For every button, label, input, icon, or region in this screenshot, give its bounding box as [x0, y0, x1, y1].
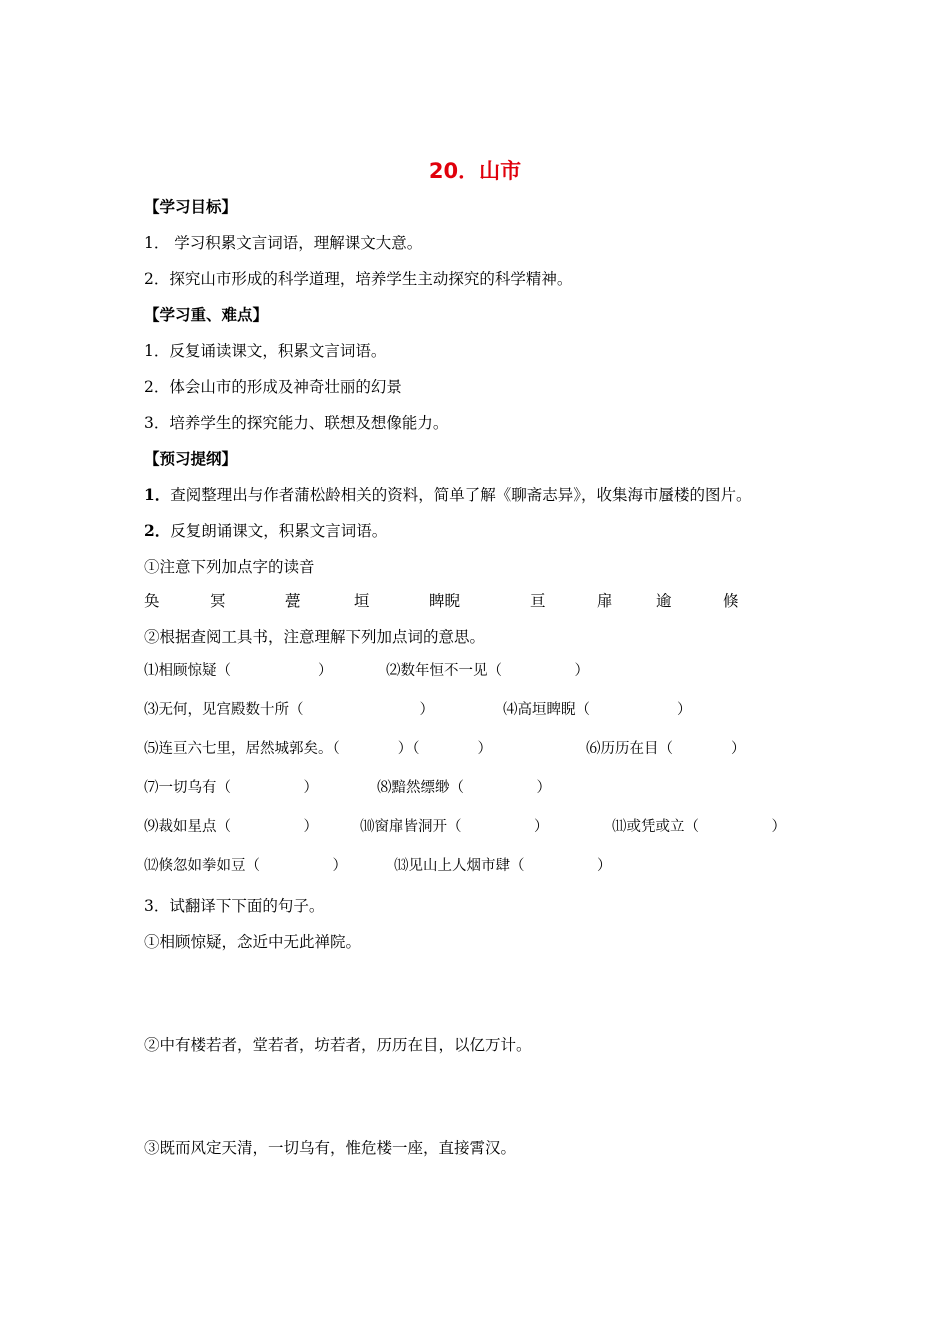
- pronunciation-prompt: ①注意下列加点字的读音: [144, 558, 315, 576]
- vocab-item: ⑻黯然缥缈（ ）: [377, 780, 551, 796]
- vocab-item: ⑺一切乌有（ ）: [144, 780, 318, 796]
- vocab-item: ⑷高垣睥睨（ ）: [503, 702, 692, 718]
- goals-heading: 【学习目标】: [144, 198, 238, 216]
- translation-sentence-2: ②中有楼若者，堂若者，坊若者，历历在目，以亿万计。: [144, 1036, 532, 1054]
- vocab-item: ⒀见山上人烟市肆（ ）: [394, 858, 612, 874]
- pronunciation-char: 垣: [354, 592, 370, 610]
- vocab-item: ⑸连亘六七里，居然城郭矣。（ ）（ ）: [144, 741, 492, 757]
- preview-item-1: [144, 485, 752, 505]
- key-point-2: 2．体会山市的形成及神奇壮丽的幻景: [144, 378, 402, 396]
- preview-item-2-text: 反复朗诵课文，积累文言词语。: [170, 522, 388, 540]
- vocab-item: ⑵数年恒不一见（ ）: [386, 663, 589, 679]
- key-heading: 【学习重、难点】: [144, 306, 269, 324]
- vocab-item: ⑶无何，见宫殿数十所（ ）: [144, 702, 434, 718]
- key-point-3: 3．培养学生的探究能力、联想及想像能力。: [144, 414, 449, 432]
- key-point-1: 1．反复诵读课文，积累文言词语。: [144, 342, 387, 360]
- vocab-item: ⑹历历在目（ ）: [586, 741, 746, 757]
- preview-heading: 【预习提纲】: [144, 450, 238, 468]
- preview-item-1-number: 1．: [144, 485, 171, 504]
- page-title: 20．山市: [428, 159, 522, 183]
- goal-2: 2．探究山市形成的科学道理，培养学生主动探究的科学精神。: [144, 270, 573, 288]
- pronunciation-char: 扉: [597, 592, 613, 610]
- translation-prompt: 3．试翻译下下面的句子。: [144, 897, 325, 915]
- preview-item-2: [144, 521, 387, 541]
- translation-sentence-1: ①相顾惊疑，念近中无此禅院。: [144, 933, 362, 951]
- pronunciation-char: 亘: [530, 592, 546, 610]
- vocab-item: ⑴相顾惊疑（ ）: [144, 663, 333, 679]
- pronunciation-char: 逾: [656, 592, 672, 610]
- pronunciation-char: 甍: [285, 592, 301, 610]
- vocab-item: ⑿倏忽如拳如豆（ ）: [144, 858, 347, 874]
- pronunciation-char: 奂: [144, 592, 160, 610]
- meaning-prompt: ②根据查阅工具书，注意理解下列加点词的意思。: [144, 628, 486, 646]
- goal-1: 1． 学习积累文言词语，理解课文大意。: [144, 234, 423, 252]
- vocab-item: ⑽窗扉皆洞开（ ）: [360, 819, 549, 835]
- translation-sentence-3: ③既而风定天清，一切乌有，惟危楼一座，直接霄汉。: [144, 1139, 517, 1157]
- pronunciation-char: 睥睨: [429, 592, 461, 610]
- pronunciation-char: 倏: [723, 592, 739, 610]
- vocab-item: ⑾或凭或立（ ）: [612, 819, 786, 835]
- preview-item-2-number: 2．: [144, 521, 171, 540]
- preview-item-1-text: 查阅整理出与作者蒲松龄相关的资料，简单了解《聊斋志异》，收集海市蜃楼的图片。: [170, 486, 752, 504]
- vocab-item: ⑼裁如星点（ ）: [144, 819, 318, 835]
- pronunciation-char: 冥: [210, 592, 226, 610]
